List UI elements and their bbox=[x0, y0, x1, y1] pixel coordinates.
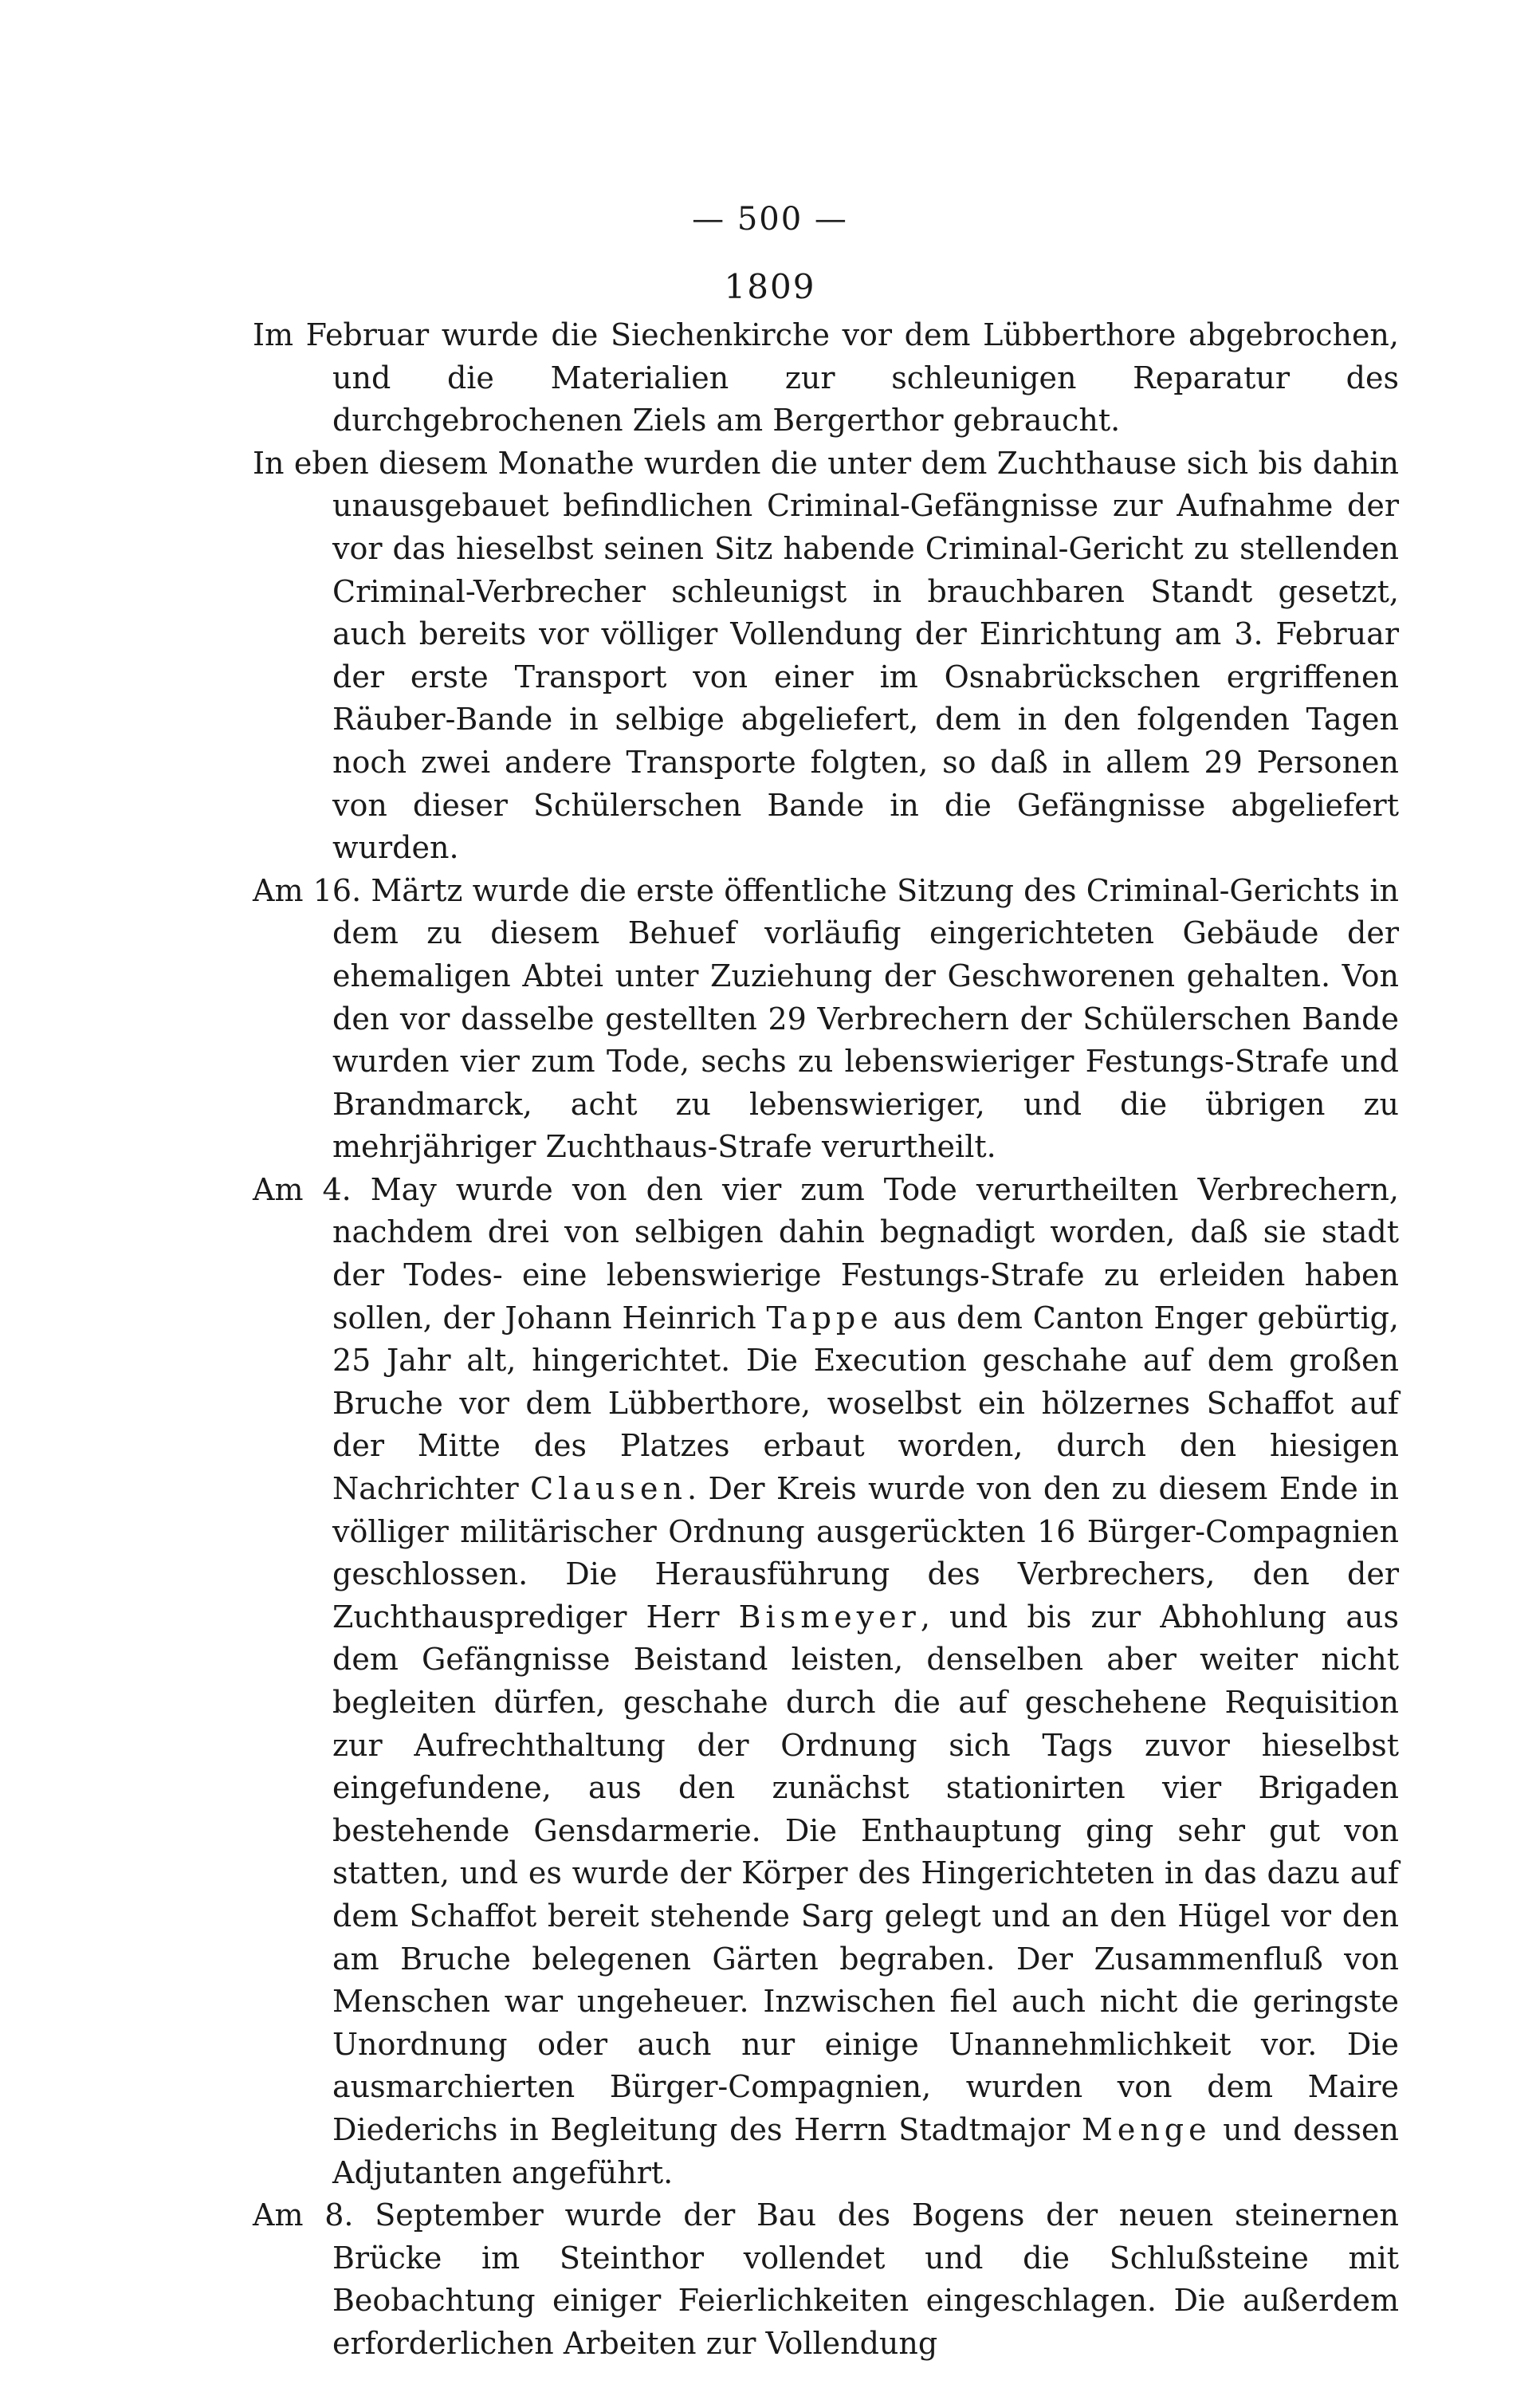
name-menge: Menge bbox=[1081, 2111, 1212, 2147]
entry-september-bridge: Am 8. September wurde der Bau des Bogens der neuen steinernen Brücke im Steinthor vollendet und die Schlußsteine mit Beobachtung einiger Feierlichkeiten eingeschlagen. Die außerdem erforderlichen Arbeiten zur Vollendung bbox=[253, 2197, 1399, 2361]
entry-text-segment: . Der Kreis wurde von den zu diesem Ende in völliger militärischer Ordnung ausgerückten 16 Bürger-Compagnien geschlossen. Die Herausführung des Verbrechers, den der Zuchthausprediger Herr bbox=[332, 1471, 1399, 1635]
entry-criminal-prisons: In eben diesem Monathe wurden die unter dem Zuchthause sich bis dahin unausgebauet befindlichen Criminal-Gefängnisse zur Aufnahme der vor das hieselbst seinen Sitz habende Criminal-Gericht zu stellenden Criminal-Verbrecher schleunigst in brauchbaren Standt gesetzt, auch bereits vor völliger Vollendung der Einrichtung am 3. Februar der erste Transport von einer im Osnabrückschen ergriffenen Räuber-Bande in selbige abgeliefert, dem in den folgenden Tagen noch zwei andere Transporte folgten, so daß in allem 29 Personen von dieser Schülerschen Bande in die Gefängnisse abgeliefert wurden. bbox=[253, 445, 1399, 866]
name-tappe: Tappe bbox=[766, 1300, 883, 1336]
entry-text-segment: und dessen Adjutanten angeführt. bbox=[332, 2111, 1399, 2190]
page-number: — 500 — bbox=[692, 201, 848, 238]
entry-text-segment: , und bis zur Abhohlung aus dem Gefängnisse Beistand leisten, denselben aber weiter nicht begleiten dürfen, geschahe durch die auf geschehene Requisition zur Aufrechthaltung der Ordnung sich Tags zuvor hieselbst eingefundene, aus den zunächst stationirten vier Brigaden bestehende Gensdarmerie. Die Enthauptung ging sehr gut von statten, und es wurde der Körper des Hingerichteten in das dazu auf dem Schaffot bereit stehende Sarg gelegt und an den Hügel vor den am Bruche belegenen Gärten begraben. Der Zusammenfluß von Menschen war ungeheuer. Inzwischen fiel auch nicht die geringste Unordnung oder auch nur einige Unannehmlichkeit vor. Die ausmarchierten Bürger-Compagnien, wurden von dem Maire Diederichs in Begleitung des Herrn Stadtmajor bbox=[332, 1599, 1399, 2147]
chronicle-text bbox=[253, 314, 1399, 2366]
year-heading: 1809 bbox=[724, 267, 816, 306]
entry-february-siechenkirche: Im Februar wurde die Siechenkirche vor dem Lübberthore abgebrochen, und die Materialien zur schleunigen Reparatur des durchgebrochenen Ziels am Bergerthor gebraucht. bbox=[253, 317, 1399, 439]
entry-text-segment: Am 4. May wurde von den vier zum Tode verurtheilten Verbrechern, nachdem drei von selbigen dahin begnadigt worden, daß sie stadt der Todes- eine lebenswierige Festungs-Strafe zu erleiden haben sollen, der Johann Heinrich bbox=[253, 1171, 1399, 1336]
name-clausen: Clausen bbox=[530, 1471, 687, 1507]
entry-text-segment: aus dem Canton Enger gebürtig, 25 Jahr alt, hingerichtet. Die Execution geschahe auf dem großen Bruche vor dem Lübberthore, woselbst ein hölzernes Schaffot auf der Mitte des Platzes erbaut worden, durch den hiesigen Nachrichter bbox=[332, 1300, 1399, 1507]
entry-march-court-session: Am 16. Märtz wurde die erste öffentliche Sitzung des Criminal-Gerichts in dem zu diesem Behuef vorläufig eingerichteten Gebäude der ehemaligen Abtei unter Zuziehung der Geschworenen gehalten. Von den vor dasselbe gestellten 29 Verbrechern der Schülerschen Bande wurden vier zum Tode, sechs zu lebenswieriger Festungs-Strafe und Brandmarck, acht zu lebenswieriger, und die übrigen zu mehrjähriger Zuchthaus-Strafe verurtheilt. bbox=[253, 872, 1399, 1165]
name-bismeyer: Bismeyer bbox=[738, 1599, 921, 1635]
entry-may-execution bbox=[253, 1169, 1399, 2194]
